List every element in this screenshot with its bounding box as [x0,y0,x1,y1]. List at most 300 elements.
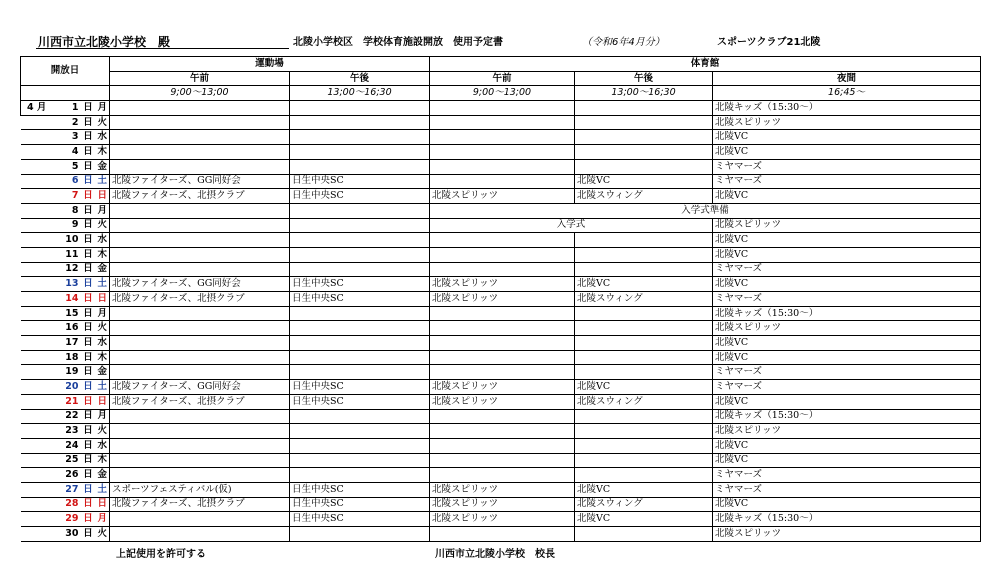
table-row [21,306,981,321]
day-number: 2 [59,115,81,130]
field-am-cell: 北陵ファイターズ、GG同好会 [110,380,290,395]
gym-night-cell: 北陵VC [713,247,981,262]
recipient-underline [36,48,289,49]
day-number: 27 [59,482,81,497]
day-number: 19 [59,365,81,380]
weekday: 火 [96,424,110,439]
month-spacer [21,247,59,262]
field-am-cell [110,336,290,351]
day-unit: 日 [81,424,96,439]
weekday: 木 [96,453,110,468]
field-pm-cell [290,438,430,453]
weekday: 金 [96,468,110,483]
weekday: 日 [96,497,110,512]
weekday: 月 [96,203,110,218]
field-am-cell [110,424,290,439]
table-row [21,277,981,292]
field-pm-cell [290,409,430,424]
month-cell: 4 月 [21,101,59,116]
field-am-header: 午前 [110,71,290,86]
gym-am-cell [430,247,575,262]
day-number: 5 [59,159,81,174]
gym-pm-cell: 北陵スウィング [575,292,713,307]
table-row [21,247,981,262]
day-unit: 日 [81,512,96,527]
gym-night-cell: 北陵スピリッツ [713,218,981,233]
gym-night-cell: 北陵VC [713,453,981,468]
gym-pm-cell: 北陵VC [575,174,713,189]
field-pm-header: 午後 [290,71,430,86]
day-number: 18 [59,350,81,365]
gym-pm-cell [575,247,713,262]
field-am-cell [110,218,290,233]
day-unit: 日 [81,453,96,468]
gym-night-cell: 北陵VC [713,189,981,204]
gym-pm-cell [575,159,713,174]
weekday: 月 [96,512,110,527]
field-pm-cell: 日生中央SC [290,174,430,189]
gym-night-cell: 北陵キッズ（15:30～） [713,409,981,424]
day-unit: 日 [81,101,96,116]
gym-night-cell: 北陵VC [713,394,981,409]
gym-header: 体育館 [430,57,981,72]
field-pm-cell [290,350,430,365]
gym-pm-cell [575,336,713,351]
weekday: 金 [96,159,110,174]
table-row [21,145,981,160]
table-row [21,262,981,277]
gym-am-cell: 北陵スピリッツ [430,277,575,292]
table-row [21,174,981,189]
field-pm-cell: 日生中央SC [290,512,430,527]
gym-pm-cell: 北陵VC [575,380,713,395]
gym-night-cell: 北陵VC [713,145,981,160]
weekday: 水 [96,233,110,248]
gym-night-cell: 北陵VC [713,233,981,248]
gym-pm-cell [575,424,713,439]
weekday: 火 [96,218,110,233]
day-number: 23 [59,424,81,439]
gym-night-cell: ミヤマーズ [713,159,981,174]
gym-night-cell: 北陵キッズ（15:30～） [713,512,981,527]
gym-pm-cell [575,365,713,380]
month-spacer [21,130,59,145]
day-unit: 日 [81,174,96,189]
weekday: 火 [96,527,110,542]
day-number: 7 [59,189,81,204]
gym-pm-cell: 北陵スウィング [575,497,713,512]
month-spacer [21,262,59,277]
gym-night-cell: ミヤマーズ [713,380,981,395]
weekday: 土 [96,482,110,497]
field-pm-cell [290,130,430,145]
approval-text: 上記使用を許可する [116,549,206,560]
table-row [21,482,981,497]
weekday: 土 [96,380,110,395]
month-spacer [21,189,59,204]
gym-night-cell: 北陵VC [713,497,981,512]
field-am-cell: 北陵ファイターズ、GG同好会 [110,174,290,189]
gym-night-cell: ミヤマーズ [713,468,981,483]
table-row [21,512,981,527]
table-row [21,336,981,351]
month-spacer [21,365,59,380]
day-number: 20 [59,380,81,395]
gym-night-cell: 北陵VC [713,277,981,292]
schedule-table [20,56,981,542]
gym-am-cell [430,321,575,336]
day-unit: 日 [81,321,96,336]
table-row [21,130,981,145]
month-spacer [21,277,59,292]
gym-night-cell: ミヤマーズ [713,174,981,189]
weekday: 火 [96,115,110,130]
day-number: 10 [59,233,81,248]
month-spacer [21,203,59,218]
month-spacer [21,292,59,307]
gym-pm-cell [575,130,713,145]
gym-pm-cell [575,468,713,483]
field-am-cell [110,233,290,248]
weekday: 日 [96,394,110,409]
weekday: 木 [96,145,110,160]
gym-am-cell [430,145,575,160]
gym-night-cell: 北陵VC [713,438,981,453]
day-unit: 日 [81,409,96,424]
gym-am-cell [430,159,575,174]
gym-span-cell: 入学式準備 [430,203,981,218]
table-row [21,380,981,395]
gym-night-cell: 北陵スピリッツ [713,321,981,336]
field-am-cell [110,203,290,218]
day-number: 25 [59,453,81,468]
table-row [21,189,981,204]
day-unit: 日 [81,130,96,145]
weekday: 土 [96,174,110,189]
field-pm-cell [290,115,430,130]
day-number: 6 [59,174,81,189]
gym-am-cell [430,424,575,439]
day-unit: 日 [81,115,96,130]
gym-pm-cell [575,453,713,468]
day-number: 11 [59,247,81,262]
gym-am-cell [430,365,575,380]
gym-am-header: 午前 [430,71,575,86]
gym-am-cell: 北陵スピリッツ [430,482,575,497]
month-spacer [21,321,59,336]
day-unit: 日 [81,497,96,512]
day-unit: 日 [81,159,96,174]
day-unit: 日 [81,365,96,380]
time-row-spacer [21,86,110,101]
gym-night-cell: 北陵キッズ（15:30～） [713,101,981,116]
weekday: 火 [96,321,110,336]
month-spacer [21,424,59,439]
day-number: 17 [59,336,81,351]
day-unit: 日 [81,189,96,204]
month-spacer [21,174,59,189]
field-pm-cell [290,306,430,321]
table-row [21,527,981,542]
day-number: 22 [59,409,81,424]
weekday: 水 [96,336,110,351]
field-pm-cell [290,203,430,218]
field-pm-cell: 日生中央SC [290,277,430,292]
field-am-cell [110,321,290,336]
weekday: 木 [96,247,110,262]
weekday: 水 [96,438,110,453]
field-am-cell [110,365,290,380]
table-row [21,321,981,336]
table-row [21,218,981,233]
month-spacer [21,159,59,174]
month-spacer [21,409,59,424]
gym-pm-cell [575,233,713,248]
field-am-cell [110,247,290,262]
month-spacer [21,482,59,497]
gym-am-cell [430,101,575,116]
gym-am-cell [430,409,575,424]
table-row [21,159,981,174]
period: （令和6年4月分） [582,37,665,48]
gym-am-cell [430,453,575,468]
day-unit: 日 [81,277,96,292]
principal-signature: 川西市立北陵小学校 校長 [435,549,555,560]
gym-pm-cell: 北陵スウィング [575,189,713,204]
gym-pm-cell [575,306,713,321]
field-pm-cell [290,145,430,160]
field-header: 運動場 [110,57,430,72]
gym-pm-cell [575,101,713,116]
weekday: 日 [96,189,110,204]
field-pm-cell: 日生中央SC [290,380,430,395]
field-pm-cell [290,321,430,336]
gym-night-cell: 北陵キッズ（15:30～） [713,306,981,321]
month-spacer [21,468,59,483]
day-number: 9 [59,218,81,233]
gym-am-cell: 北陵スピリッツ [430,189,575,204]
day-unit: 日 [81,482,96,497]
weekday: 木 [96,350,110,365]
day-unit: 日 [81,262,96,277]
gym-night-cell: 北陵スピリッツ [713,424,981,439]
field-pm-cell: 日生中央SC [290,292,430,307]
open-day-header: 開放日 [21,57,110,86]
gym-pm-cell [575,321,713,336]
day-unit: 日 [81,336,96,351]
gym-night-cell: ミヤマーズ [713,482,981,497]
gym-am-cell [430,468,575,483]
gym-span-cell: 入学式 [430,218,713,233]
field-pm-cell [290,424,430,439]
gym-am-cell: 北陵スピリッツ [430,512,575,527]
month-spacer [21,380,59,395]
gym-pm-cell [575,438,713,453]
day-unit: 日 [81,394,96,409]
gym-pm-cell: 北陵VC [575,277,713,292]
day-number: 4 [59,145,81,160]
gym-night-cell: ミヤマーズ [713,365,981,380]
field-pm-cell: 日生中央SC [290,394,430,409]
day-number: 16 [59,321,81,336]
gym-pm-cell [575,350,713,365]
gym-night-cell: 北陵スピリッツ [713,115,981,130]
table-row [21,115,981,130]
day-unit: 日 [81,292,96,307]
gym-am-cell [430,336,575,351]
field-am-cell [110,409,290,424]
table-row [21,468,981,483]
field-am-cell: 北陵ファイターズ、北摂クラブ [110,292,290,307]
table-row [21,203,981,218]
weekday: 月 [96,409,110,424]
schedule-body [21,101,981,542]
gym-am-cell [430,130,575,145]
field-am-cell: 北陵ファイターズ、北摂クラブ [110,189,290,204]
gym-am-cell: 北陵スピリッツ [430,497,575,512]
gym-pm-cell: 北陵VC [575,482,713,497]
table-row [21,497,981,512]
gym-am-cell [430,115,575,130]
table-row [21,424,981,439]
gym-pm-cell [575,527,713,542]
day-number: 1 [59,101,81,116]
gym-night-cell: 北陵VC [713,336,981,351]
field-pm-cell [290,218,430,233]
day-unit: 日 [81,233,96,248]
field-pm-cell [290,101,430,116]
day-number: 15 [59,306,81,321]
gym-am-cell [430,174,575,189]
document-title: 北陵小学校区 学校体育施設開放 使用予定書 [293,37,503,48]
day-number: 26 [59,468,81,483]
field-pm-cell [290,453,430,468]
field-pm-cell: 日生中央SC [290,482,430,497]
field-am-cell: 北陵ファイターズ、GG同好会 [110,277,290,292]
field-pm-cell [290,262,430,277]
weekday: 金 [96,365,110,380]
month-spacer [21,115,59,130]
table-row [21,438,981,453]
field-pm-cell: 日生中央SC [290,189,430,204]
month-spacer [21,527,59,542]
field-am-cell [110,159,290,174]
gym-am-cell [430,262,575,277]
gym-am-time: 9;00～13;00 [430,86,575,101]
month-spacer [21,350,59,365]
club-name: スポーツクラブ21北陵 [717,37,821,48]
gym-pm-cell [575,115,713,130]
gym-pm-cell [575,262,713,277]
gym-pm-cell [575,409,713,424]
table-row [21,292,981,307]
field-am-cell [110,512,290,527]
day-number: 29 [59,512,81,527]
day-number: 28 [59,497,81,512]
month-spacer [21,233,59,248]
day-unit: 日 [81,380,96,395]
field-am-cell [110,262,290,277]
gym-am-cell: 北陵スピリッツ [430,394,575,409]
table-row [21,453,981,468]
table-row [21,233,981,248]
table-row [21,409,981,424]
gym-night-cell: 北陵VC [713,130,981,145]
field-am-cell [110,453,290,468]
field-pm-cell [290,336,430,351]
gym-pm-time: 13;00～16;30 [575,86,713,101]
field-pm-cell [290,159,430,174]
gym-pm-header: 午後 [575,71,713,86]
gym-am-cell [430,527,575,542]
day-unit: 日 [81,247,96,262]
field-pm-cell [290,468,430,483]
weekday: 土 [96,277,110,292]
gym-am-cell [430,438,575,453]
field-am-cell: スポーツフェスティバル(仮) [110,482,290,497]
day-number: 12 [59,262,81,277]
field-am-cell [110,350,290,365]
field-am-cell [110,115,290,130]
field-pm-time: 13;00～16;30 [290,86,430,101]
weekday: 金 [96,262,110,277]
gym-pm-cell: 北陵スウィング [575,394,713,409]
weekday: 日 [96,292,110,307]
gym-am-cell [430,350,575,365]
day-unit: 日 [81,527,96,542]
day-number: 8 [59,203,81,218]
day-number: 21 [59,394,81,409]
gym-night-cell: 北陵VC [713,350,981,365]
month-spacer [21,218,59,233]
month-spacer [21,145,59,160]
weekday: 水 [96,130,110,145]
day-number: 13 [59,277,81,292]
field-pm-cell [290,365,430,380]
field-am-cell [110,306,290,321]
gym-night-cell: ミヤマーズ [713,292,981,307]
gym-am-cell: 北陵スピリッツ [430,380,575,395]
field-am-time: 9;00～13;00 [110,86,290,101]
day-unit: 日 [81,306,96,321]
weekday: 月 [96,306,110,321]
field-am-cell [110,468,290,483]
field-am-cell [110,438,290,453]
table-row [21,394,981,409]
month-spacer [21,394,59,409]
field-am-cell [110,130,290,145]
month-spacer [21,306,59,321]
gym-night-cell: ミヤマーズ [713,262,981,277]
field-am-cell [110,145,290,160]
table-row [21,101,981,116]
day-unit: 日 [81,145,96,160]
month-spacer [21,453,59,468]
day-unit: 日 [81,438,96,453]
gym-am-cell: 北陵スピリッツ [430,292,575,307]
gym-night-header: 夜間 [713,71,981,86]
month-spacer [21,512,59,527]
day-unit: 日 [81,350,96,365]
day-unit: 日 [81,468,96,483]
day-number: 30 [59,527,81,542]
gym-am-cell [430,306,575,321]
day-number: 24 [59,438,81,453]
field-am-cell: 北陵ファイターズ、北摂クラブ [110,497,290,512]
gym-night-time: 16;45～ [713,86,981,101]
field-am-cell: 北陵ファイターズ、北摂クラブ [110,394,290,409]
field-pm-cell [290,527,430,542]
